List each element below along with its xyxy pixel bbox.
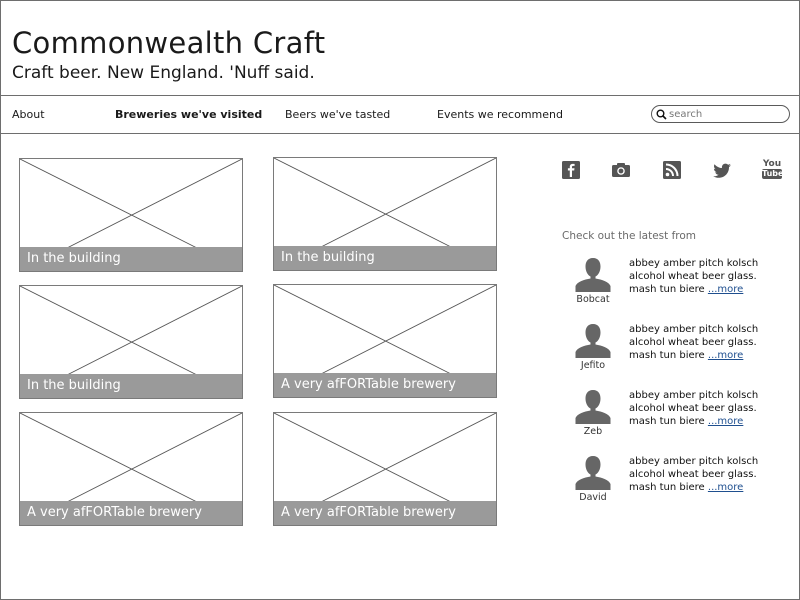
card-caption: A very afFORTable brewery [274, 501, 496, 525]
nav-item-about[interactable]: About [12, 108, 45, 121]
more-link[interactable]: ...more [707, 416, 744, 427]
card-caption: In the building [20, 247, 242, 271]
avatar-icon[interactable] [574, 454, 612, 490]
card-caption: A very afFORTable brewery [274, 373, 496, 397]
avatar-icon[interactable] [574, 256, 612, 292]
card-caption: In the building [20, 374, 242, 398]
list-item [570, 388, 770, 444]
main-nav [0, 95, 800, 134]
latest-heading: Check out the latest from [562, 230, 697, 242]
brewery-card[interactable] [19, 412, 243, 526]
nav-item-beers[interactable]: Beers we've tasted [285, 108, 391, 121]
more-link[interactable]: ...more [707, 350, 744, 361]
facebook-icon[interactable] [561, 160, 581, 180]
brewery-card[interactable] [19, 285, 243, 399]
brewery-card[interactable] [273, 284, 497, 398]
brewery-card[interactable] [273, 412, 497, 526]
avatar-icon[interactable] [574, 388, 612, 424]
nav-item-events[interactable]: Events we recommend [437, 108, 563, 121]
nav-item-breweries[interactable]: Breweries we've visited [115, 108, 263, 121]
list-item [570, 256, 770, 312]
youtube-text-top: You [762, 159, 782, 169]
post-excerpt [629, 257, 769, 296]
list-item [570, 322, 770, 378]
brewery-card[interactable] [273, 157, 497, 271]
site-tagline: Craft beer. New England. 'Nuff said. [12, 63, 315, 83]
post-excerpt [629, 323, 769, 362]
youtube-icon[interactable] [762, 159, 782, 181]
search-icon [656, 109, 667, 120]
list-item [570, 454, 770, 510]
search-box[interactable] [651, 105, 790, 123]
site-title[interactable]: Commonwealth Craft [12, 26, 326, 60]
search-input[interactable] [669, 107, 784, 121]
post-text: abbey amber pitch kolsch alcohol wheat beer glass. mash tun biere [629, 456, 759, 493]
post-text: abbey amber pitch kolsch alcohol wheat beer glass. mash tun biere [629, 324, 759, 361]
author-name[interactable]: Bobcat [576, 294, 610, 305]
camera-icon[interactable] [611, 160, 631, 180]
post-excerpt [629, 455, 769, 494]
post-excerpt [629, 389, 769, 428]
post-text: abbey amber pitch kolsch alcohol wheat beer glass. mash tun biere [629, 258, 759, 295]
youtube-text-bottom: Tube [762, 169, 784, 178]
more-link[interactable]: ...more [707, 482, 744, 493]
card-caption: A very afFORTable brewery [20, 501, 242, 525]
avatar-icon[interactable] [574, 322, 612, 358]
author-name[interactable]: Zeb [583, 426, 603, 437]
post-text: abbey amber pitch kolsch alcohol wheat beer glass. mash tun biere [629, 390, 759, 427]
twitter-icon[interactable] [712, 160, 732, 180]
rss-icon[interactable] [662, 160, 682, 180]
brewery-card[interactable] [19, 158, 243, 272]
author-name[interactable]: David [579, 492, 607, 503]
author-name[interactable]: Jefito [580, 360, 606, 371]
card-caption: In the building [274, 246, 496, 270]
more-link[interactable]: ...more [707, 284, 744, 295]
